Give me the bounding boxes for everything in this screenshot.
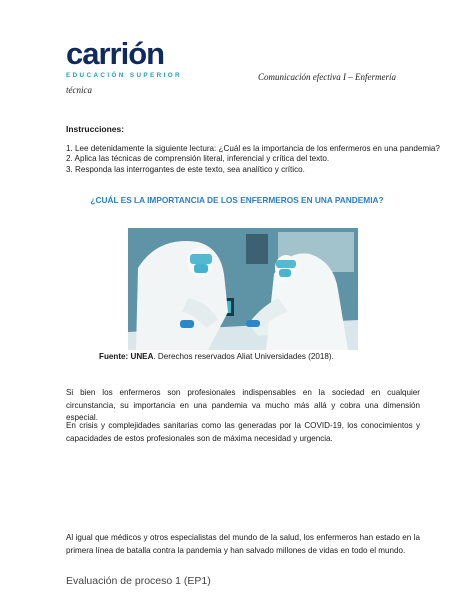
instruction-item: 3. Responda las interrogantes de este texto, sea analítico y crítico.: [66, 164, 305, 174]
paragraph: En crisis y complejidades sanitarias como las generadas por la COVID-19, los conocimientos y capacidades de estos profesionales son de máxima necesidad y urgencia.: [66, 421, 420, 443]
paragraph: Al igual que médicos y otros especialistas del mundo de la salud, los enfermeros han estado en la primera línea de batalla contra la pandemia y han salvado millones de vidas en todo el mundo.: [66, 533, 420, 555]
carrion-logo: [66, 38, 190, 79]
instructions-title: Instrucciones:: [66, 124, 125, 134]
logo-tagline: EDUCACIÓN SUPERIOR: [66, 72, 182, 79]
nurses-photo: [128, 228, 358, 350]
instruction-item: 2. Aplica las técnicas de comprensión literal, inferencial y crítica del texto.: [66, 154, 330, 164]
caption-source-text: . Derechos reservados Aliat Universidades (2018).: [153, 352, 334, 361]
paragraph: Si bien los enfermeros son profesionales indispensables en la sociedad en cualquier circunstancia, su importancia en una pandemia va mucho más allá y cobra una dimensión especial.: [66, 388, 420, 423]
course-header: Comunicación efectiva I – Enfermería: [258, 72, 396, 82]
caption-source-label: Fuente: UNEA: [99, 352, 154, 361]
photo-caption: [99, 352, 334, 361]
instruction-item: 1. Lee detenidamente la siguiente lectura: ¿Cuál es la importancia de los enfermeros en una pandemia?: [66, 144, 440, 153]
logo-wordmark: carrión: [66, 36, 165, 71]
course-header-continuation: técnica: [66, 85, 92, 95]
reading-title: ¿CUÁL ES LA IMPORTANCIA DE LOS ENFERMEROS EN UNA PANDEMIA?: [90, 195, 384, 205]
instructions-list: [66, 144, 440, 175]
page-footer: Evaluación de proceso 1 (EP1): [66, 575, 211, 587]
nurses-illustration: [128, 228, 358, 350]
